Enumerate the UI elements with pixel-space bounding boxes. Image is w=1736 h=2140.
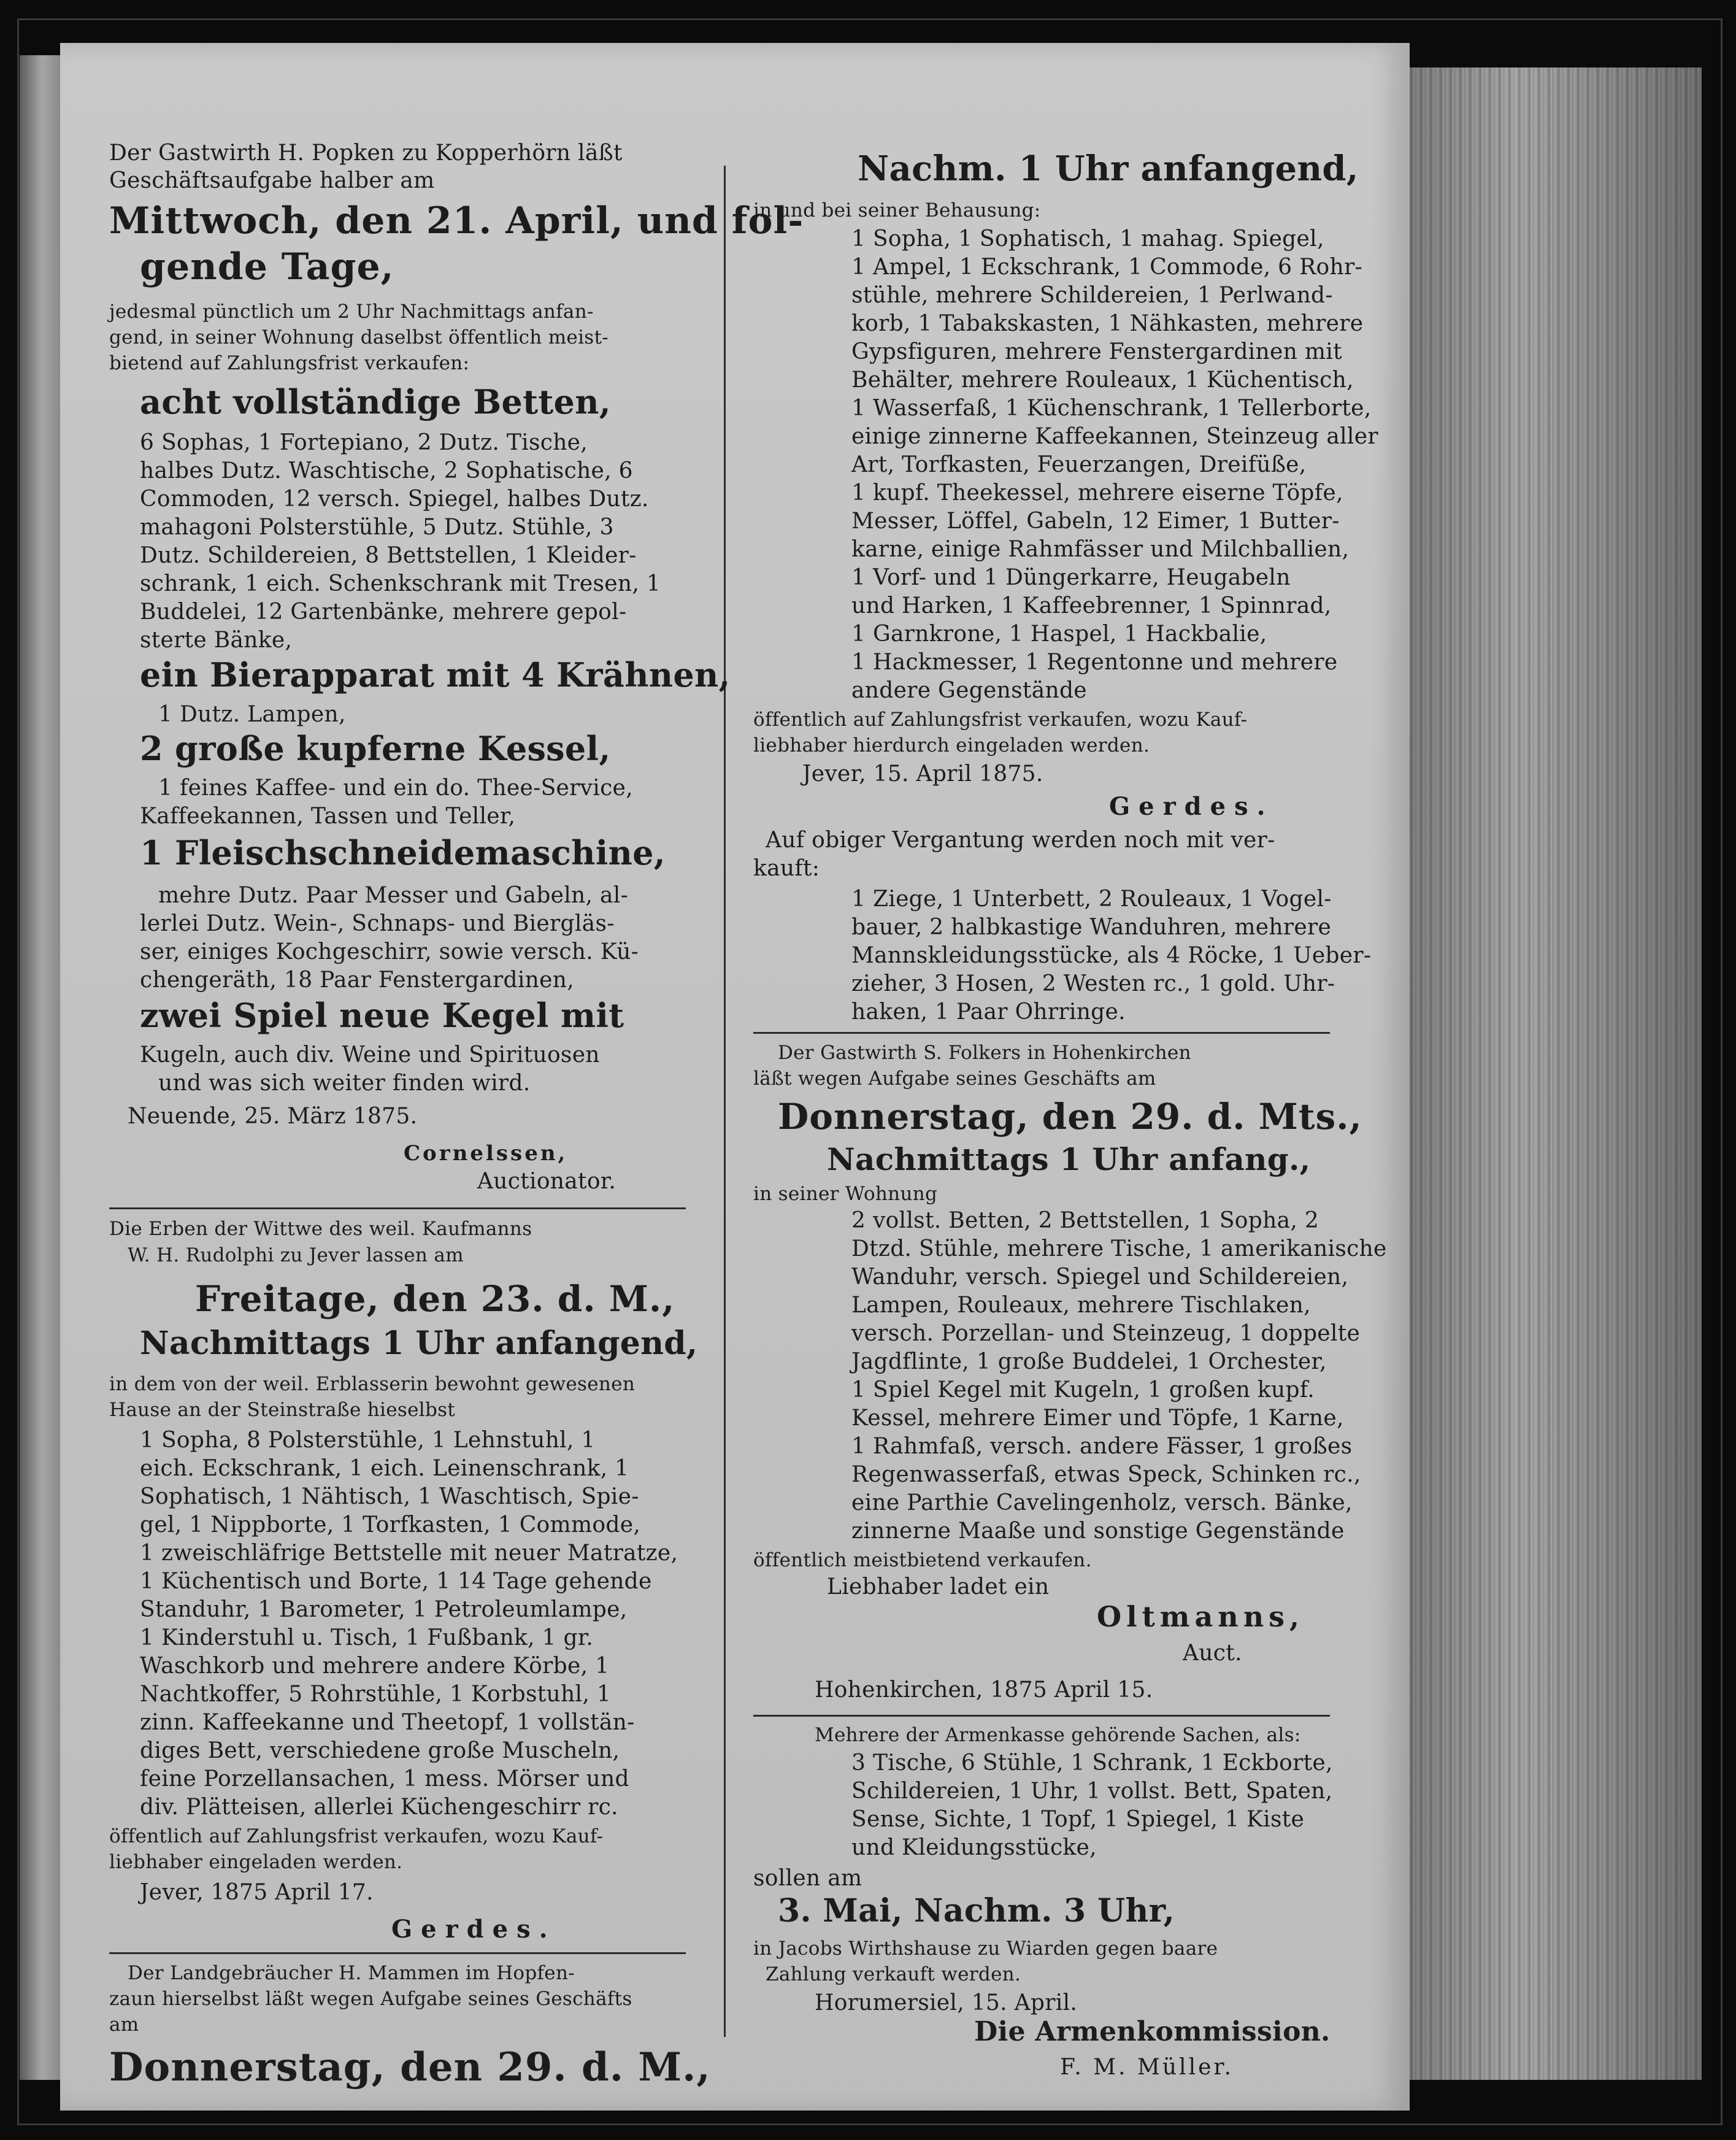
ad-item: gel, 1 Nippborte, 1 Torfkasten, 1 Commode, — [140, 1512, 641, 1538]
ad-line: Der Gastwirth S. Folkers in Hohenkirchen — [778, 1042, 1191, 1064]
column-divider — [724, 166, 726, 2037]
ad-line: Liebhaber ladet ein — [827, 1574, 1050, 1599]
ad-line: öffentlich auf Zahlungsfrist verkaufen, wozu Kauf- — [753, 709, 1248, 731]
ad-item: Kugeln, auch div. Weine und Spirituosen — [140, 1042, 600, 1068]
ad-line: in und bei seiner Behausung: — [753, 199, 1041, 221]
ad-item: Mannskleidungsstücke, als 4 Röcke, 1 Ueber- — [851, 943, 1372, 968]
ad-place-date: Neuende, 25. März 1875. — [128, 1104, 418, 1129]
ad-headline: Nachmittags 1 Uhr anfangend, — [140, 1325, 698, 1362]
ad-line: läßt wegen Aufgabe seines Geschäfts am — [753, 1068, 1156, 1090]
ad-item: und Kleidungsstücke, — [851, 1835, 1097, 1860]
ad-item-headline: zwei Spiel neue Kegel mit — [140, 996, 624, 1035]
ad-item: Sense, Sichte, 1 Topf, 1 Spiegel, 1 Kiste — [851, 1807, 1305, 1832]
ad-signer: Gerdes. — [391, 1915, 556, 1944]
ad-item: schrank, 1 eich. Schenkschrank mit Tresen, 1 — [140, 571, 661, 596]
ad-item: 1 Vorf- und 1 Düngerkarre, Heugabeln — [851, 565, 1291, 590]
ad-line: öffentlich meistbietend verkaufen. — [753, 1549, 1092, 1571]
ad-item: 1 Garnkrone, 1 Haspel, 1 Hackbalie, — [851, 622, 1267, 647]
ad-signer: Die Armenkommission. — [974, 2016, 1331, 2047]
ad-line: in seiner Wohnung — [753, 1183, 938, 1205]
ad-item: einige zinnerne Kaffeekannen, Steinzeug aller — [851, 424, 1378, 449]
ad-item: Gypsfiguren, mehrere Fenstergardinen mit — [851, 339, 1342, 364]
ad-signer-title: Auct. — [1183, 1641, 1242, 1666]
ad-item: 1 kupf. Theekessel, mehrere eiserne Töpfe, — [851, 480, 1343, 506]
ad-line: Der Landgebräucher H. Mammen im Hopfen- — [128, 1962, 575, 1984]
ad-line: Geschäftsaufgabe halber am — [109, 168, 435, 193]
ad-item: 1 feines Kaffee- und ein do. Thee-Service, — [158, 776, 633, 801]
ad-item: 3 Tische, 6 Stühle, 1 Schrank, 1 Eckborte, — [851, 1750, 1333, 1776]
ad-item: 2 vollst. Betten, 2 Bettstellen, 1 Sopha, 2 — [851, 1208, 1319, 1233]
ad-item: Lampen, Rouleaux, mehrere Tischlaken, — [851, 1293, 1311, 1318]
ad-line: öffentlich auf Zahlungsfrist verkaufen, wozu Kauf- — [109, 1825, 604, 1847]
ad-line: Mehrere der Armenkasse gehörende Sachen, als: — [815, 1724, 1301, 1746]
ad-line: liebhaber hierdurch eingeladen werden. — [753, 734, 1150, 756]
ad-headline: gende Tage, — [140, 245, 394, 288]
ad-item: Dutz. Schildereien, 8 Bettstellen, 1 Kleider- — [140, 543, 637, 568]
ad-line: W. H. Rudolphi zu Jever lassen am — [128, 1244, 464, 1266]
ad-item: ser, einiges Kochgeschirr, sowie versch. Kü- — [140, 939, 639, 964]
ad-item: 1 Wasserfaß, 1 Küchenschrank, 1 Tellerborte, — [851, 396, 1372, 421]
ad-separator — [753, 1032, 1330, 1034]
ad-item: Standuhr, 1 Barometer, 1 Petroleumlampe, — [140, 1597, 628, 1622]
ad-headline: 3. Mai, Nachm. 3 Uhr, — [778, 1892, 1175, 1930]
ad-item: eine Parthie Cavelingenholz, versch. Bänke, — [851, 1490, 1353, 1515]
ad-item: lerlei Dutz. Wein-, Schnaps- und Biergläs- — [140, 911, 615, 936]
ad-item: Waschkorb und mehrere andere Körbe, 1 — [140, 1653, 610, 1679]
ad-headline: Donnerstag, den 29. d. M., — [109, 2044, 711, 2090]
ad-separator — [109, 1207, 686, 1209]
ad-item: andere Gegenstände — [851, 678, 1087, 703]
ad-headline: Mittwoch, den 21. April, und fol- — [109, 199, 804, 242]
ad-item: Art, Torfkasten, Feuerzangen, Dreifüße, — [851, 452, 1307, 477]
ad-line: Die Erben der Wittwe des weil. Kaufmanns — [109, 1218, 532, 1240]
ad-signer: Gerdes. — [1109, 792, 1274, 821]
ad-signer-title: Auctionator. — [477, 1169, 616, 1194]
ad-item: Schildereien, 1 Uhr, 1 vollst. Bett, Spaten, — [851, 1779, 1333, 1804]
ad-item: 1 Sopha, 8 Polsterstühle, 1 Lehnstuhl, 1 — [140, 1428, 596, 1453]
ad-item: mehre Dutz. Paar Messer und Gabeln, al- — [158, 883, 629, 908]
ad-separator — [109, 1952, 686, 1954]
ad-item: Regenwasserfaß, etwas Speck, Schinken rc., — [851, 1462, 1361, 1487]
ad-item: Sophatisch, 1 Nähtisch, 1 Waschtisch, Spie- — [140, 1484, 639, 1509]
ad-headline: Freitage, den 23. d. M., — [195, 1278, 675, 1320]
ad-item: Dtzd. Stühle, mehrere Tische, 1 amerikanische — [851, 1236, 1387, 1261]
ad-headline: Donnerstag, den 29. d. Mts., — [778, 1096, 1362, 1137]
ad-item: karne, einige Rahmfässer und Milchballien, — [851, 537, 1350, 562]
ad-item: stühle, mehrere Schildereien, 1 Perlwand- — [851, 283, 1333, 308]
ad-item: Commoden, 12 versch. Spiegel, halbes Dutz. — [140, 487, 649, 512]
ad-signer-name: F. M. Müller. — [1060, 2055, 1234, 2080]
ad-line: Der Gastwirth H. Popken zu Kopperhörn läßt — [109, 140, 623, 166]
ad-line: jedesmal pünctlich um 2 Uhr Nachmittags anfan- — [109, 301, 594, 323]
ad-item: zieher, 3 Hosen, 2 Westen rc., 1 gold. Uhr- — [851, 971, 1335, 996]
ad-item: diges Bett, verschiedene große Muscheln, — [140, 1738, 620, 1763]
ad-item: sterte Bänke, — [140, 628, 293, 653]
ad-headline: Nachmittags 1 Uhr anfang., — [827, 1141, 1311, 1177]
ad-item: Behälter, mehrere Rouleaux, 1 Küchentisch, — [851, 368, 1354, 393]
ad-place-date: Hohenkirchen, 1875 April 15. — [815, 1677, 1153, 1703]
ad-item: und was sich weiter finden wird. — [158, 1071, 531, 1096]
ad-item: 1 Dutz. Lampen, — [158, 702, 346, 727]
ad-line: in Jacobs Wirthshause zu Wiarden gegen baare — [753, 1938, 1218, 1960]
ad-item: korb, 1 Tabakskasten, 1 Nähkasten, mehrere — [851, 311, 1364, 336]
ad-item: Messer, Löffel, Gabeln, 12 Eimer, 1 Butter- — [851, 509, 1340, 534]
ad-item: div. Plätteisen, allerlei Küchengeschirr rc. — [140, 1795, 618, 1820]
ad-signer: Cornelssen, — [404, 1141, 568, 1166]
previous-page-edge — [20, 55, 60, 2080]
ad-line: bietend auf Zahlungsfrist verkaufen: — [109, 352, 470, 374]
ad-item: haken, 1 Paar Ohrringe. — [851, 999, 1126, 1025]
ad-item: Wanduhr, versch. Spiegel und Schildereien, — [851, 1264, 1349, 1290]
ad-line: kauft: — [753, 856, 820, 881]
ad-item-headline: ein Bierapparat mit 4 Krähnen, — [140, 655, 731, 695]
ad-item: 1 Spiel Kegel mit Kugeln, 1 großen kupf. — [851, 1377, 1315, 1403]
ad-item: 1 zweischläfrige Bettstelle mit neuer Matratze, — [140, 1541, 678, 1566]
ad-item: mahagoni Polsterstühle, 5 Dutz. Stühle, 3 — [140, 515, 614, 540]
ad-item: Jagdflinte, 1 große Buddelei, 1 Orchester, — [851, 1349, 1327, 1374]
ad-line: am — [109, 2014, 139, 2036]
ad-item: 6 Sophas, 1 Fortepiano, 2 Dutz. Tische, — [140, 430, 588, 455]
ad-signer: Oltmanns, — [1097, 1600, 1305, 1633]
ad-item-headline: 2 große kupferne Kessel, — [140, 729, 611, 768]
ad-item: bauer, 2 halbkastige Wanduhren, mehrere — [851, 915, 1332, 940]
ad-item: feine Porzellansachen, 1 mess. Mörser und — [140, 1766, 629, 1792]
ad-item: Kessel, mehrere Eimer und Töpfe, 1 Karne, — [851, 1406, 1344, 1431]
ad-line: Zahlung verkauft werden. — [766, 1963, 1021, 1985]
ad-place-date: Horumersiel, 15. April. — [815, 1990, 1078, 2015]
ad-item: 1 Ampel, 1 Eckschrank, 1 Commode, 6 Rohr- — [851, 255, 1362, 280]
ad-item: 1 Rahmfaß, versch. andere Fässer, 1 großes — [851, 1434, 1353, 1459]
ad-item: Nachtkoffer, 5 Rohrstühle, 1 Korbstuhl, 1 — [140, 1682, 612, 1707]
ad-item: 1 Kinderstuhl u. Tisch, 1 Fußbank, 1 gr. — [140, 1625, 594, 1650]
newspaper-page — [60, 43, 1410, 2111]
ad-headline: Nachm. 1 Uhr anfangend, — [858, 148, 1359, 189]
ad-line: liebhaber eingeladen werden. — [109, 1851, 403, 1873]
ad-item: Kaffeekannen, Tassen und Teller, — [140, 804, 516, 829]
ad-line: in dem von der weil. Erblasserin bewohnt gewesenen — [109, 1373, 636, 1395]
ad-item: 1 Sopha, 1 Sophatisch, 1 mahag. Spiegel, — [851, 226, 1324, 252]
book-page-edges — [1392, 67, 1702, 2080]
ad-item: zinnerne Maaße und sonstige Gegenstände — [851, 1518, 1345, 1544]
ad-item: Buddelei, 12 Gartenbänke, mehrere gepol- — [140, 599, 627, 625]
ad-item: zinn. Kaffeekanne und Theetopf, 1 vollstän- — [140, 1710, 635, 1735]
ad-item: und Harken, 1 Kaffeebrenner, 1 Spinnrad, — [851, 593, 1332, 618]
ad-item: eich. Eckschrank, 1 eich. Leinenschrank, 1 — [140, 1456, 629, 1481]
ad-place-date: Jever, 15. April 1875. — [802, 761, 1043, 787]
ad-item: 1 Küchentisch und Borte, 1 14 Tage gehende — [140, 1569, 652, 1594]
ad-line: gend, in seiner Wohnung daselbst öffentlich meist- — [109, 326, 609, 348]
ad-item: halbes Dutz. Waschtische, 2 Sophatische, 6 — [140, 458, 633, 483]
ad-item: versch. Porzellan- und Steinzeug, 1 doppelte — [851, 1321, 1361, 1346]
ad-line: zaun hierselbst läßt wegen Aufgabe seines Geschäfts — [109, 1988, 632, 2010]
ad-place-date: Jever, 1875 April 17. — [140, 1880, 374, 1905]
ad-line: sollen am — [753, 1866, 862, 1891]
ad-line: Hause an der Steinstraße hieselbst — [109, 1399, 456, 1421]
ad-item: 1 Hackmesser, 1 Regentonne und mehrere — [851, 650, 1338, 675]
ad-item-headline: 1 Fleischschneidemaschine, — [140, 833, 666, 872]
ad-item: 1 Ziege, 1 Unterbett, 2 Rouleaux, 1 Vogel- — [851, 887, 1332, 912]
ad-line: Auf obiger Vergantung werden noch mit ver- — [766, 828, 1275, 853]
ad-item: chengeräth, 18 Paar Fenstergardinen, — [140, 968, 574, 993]
ad-separator — [753, 1715, 1330, 1717]
ad-item-headline: acht vollständige Betten, — [140, 382, 611, 421]
